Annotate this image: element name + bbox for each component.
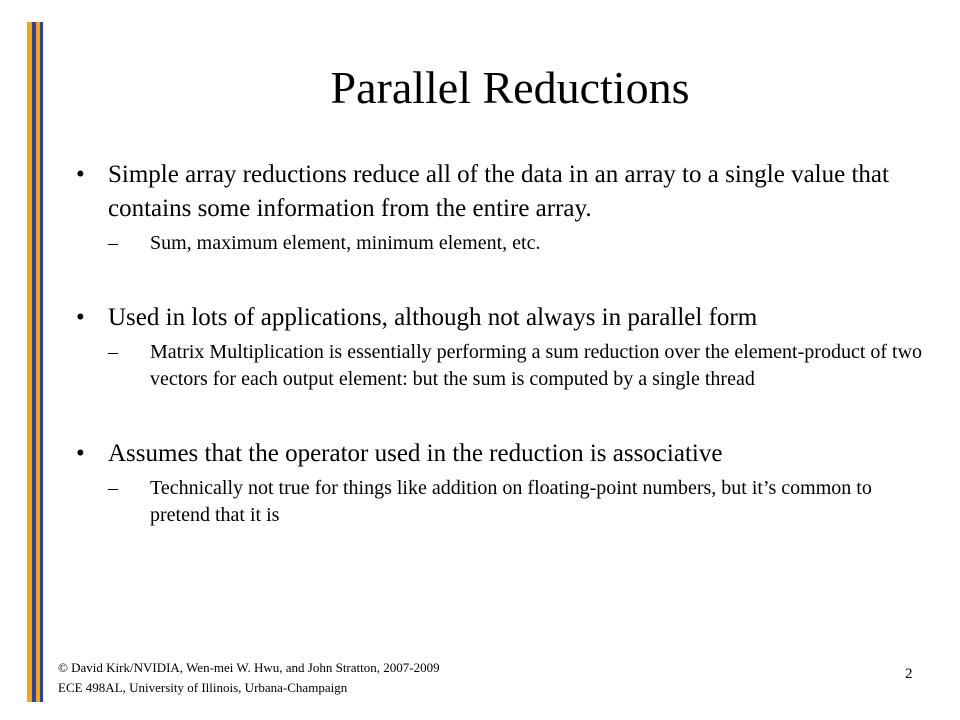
left-border-stripe-blue-inner	[40, 22, 43, 702]
bullet-item	[72, 301, 932, 335]
footer-line-2: ECE 498AL, University of Illinois, Urbana-Champaign	[58, 680, 348, 695]
sub-bullet-marker: –	[108, 477, 118, 499]
bullet-item	[72, 158, 932, 226]
bullet-text: Simple array reductions reduce all of the data in an array to a single value that contains some information from the entire array.	[108, 161, 889, 222]
bullet-marker: •	[76, 161, 85, 188]
sub-bullet-item	[72, 475, 932, 529]
bullet-item	[72, 437, 932, 471]
sub-bullet-item	[72, 339, 932, 393]
sub-bullet-marker: –	[108, 232, 118, 254]
sub-bullet-text: Technically not true for things like addition on floating-point numbers, but it’s common to pretend that it is	[150, 477, 872, 526]
spacer	[72, 393, 932, 437]
footer-copyright	[58, 658, 440, 698]
sub-bullet-text: Matrix Multiplication is essentially performing a sum reduction over the element-product of two vectors for each output element: but the sum is computed by a single thread	[150, 341, 923, 390]
sub-bullet-text: Sum, maximum element, minimum element, etc.	[150, 232, 541, 254]
slide-title: Parallel Reductions	[330, 62, 690, 113]
bullet-text: Used in lots of applications, although not always in parallel form	[108, 304, 758, 331]
spacer	[72, 257, 932, 301]
bullet-marker: •	[76, 440, 85, 467]
sub-bullet-marker: –	[108, 341, 118, 363]
page-number: 2	[905, 666, 913, 682]
bullet-text: Assumes that the operator used in the reduction is associative	[108, 440, 723, 467]
footer-line-1: © David Kirk/NVIDIA, Wen-mei W. Hwu, and John Stratton, 2007-2009	[58, 660, 440, 675]
sub-bullet-item	[72, 230, 932, 257]
bullet-marker: •	[76, 304, 85, 331]
slide-content	[72, 158, 932, 529]
